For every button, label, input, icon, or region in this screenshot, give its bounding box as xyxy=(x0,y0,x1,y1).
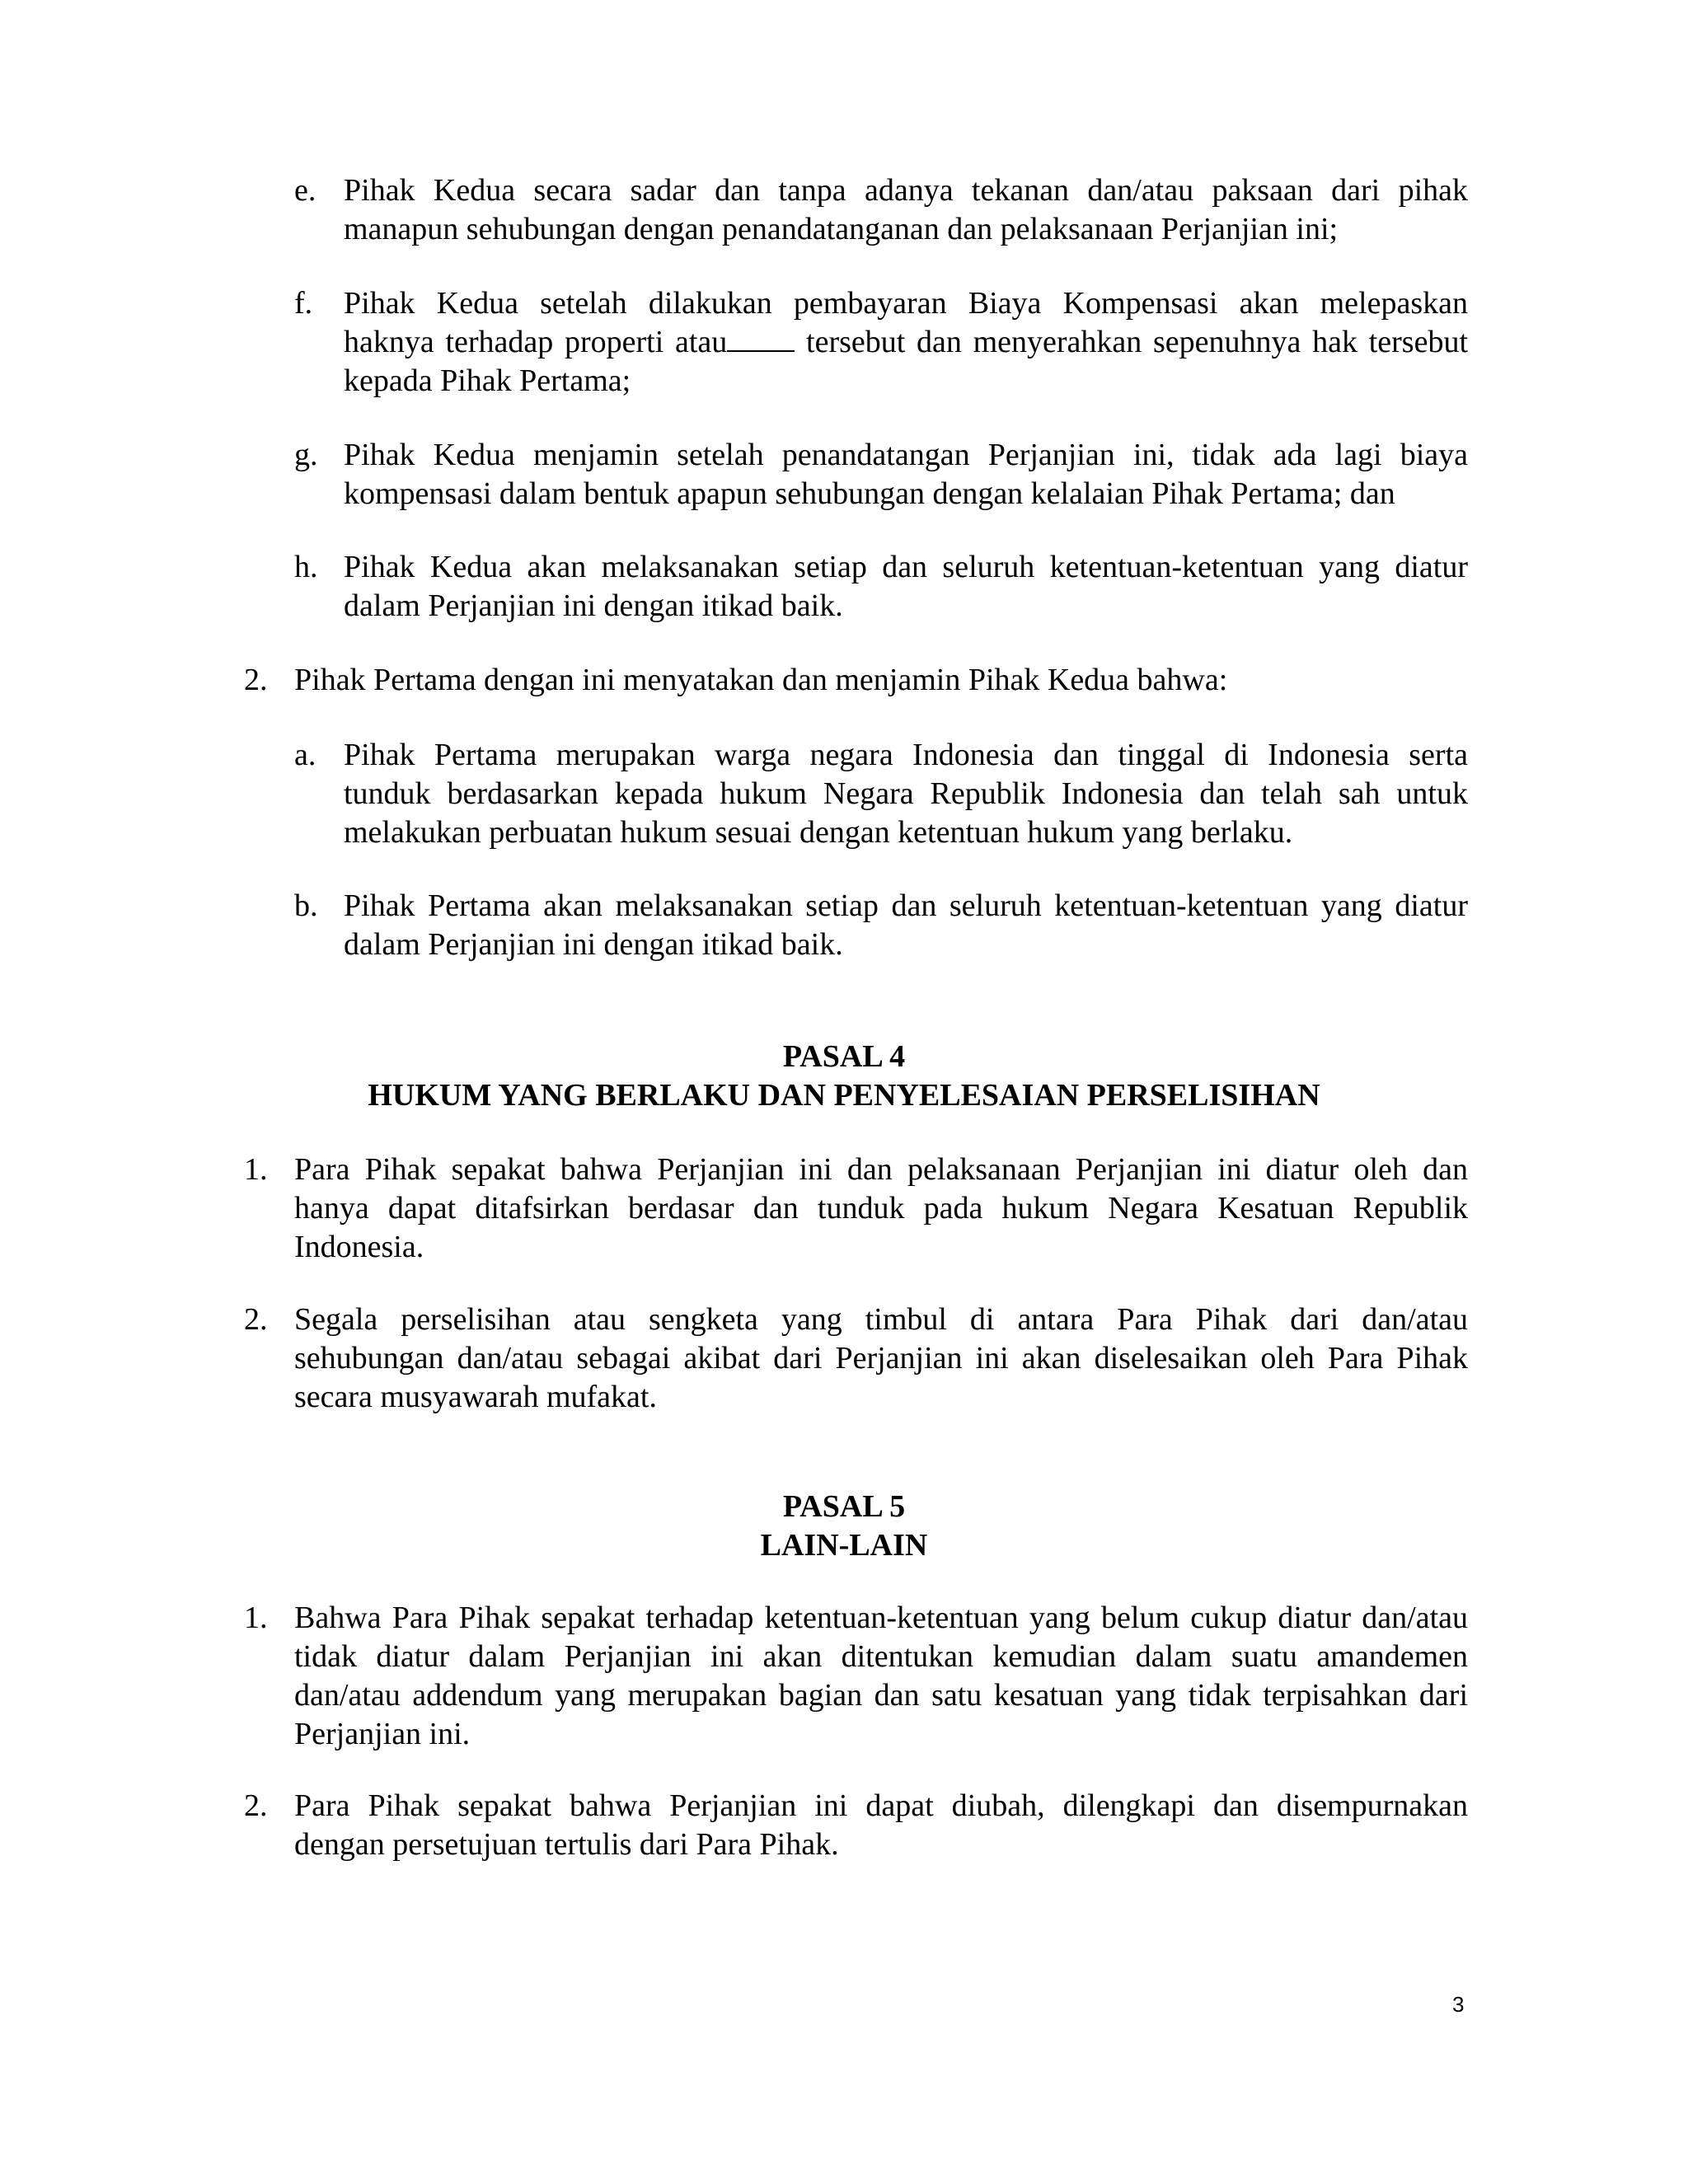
pasal-5-item-2-line-1: Para Pihak sepakat bahwa Perjanjian ini dapat diubah, dilengkapi dan disempurnakan xyxy=(294,1788,1468,1823)
list-item-h xyxy=(344,548,1468,626)
list-marker-g: g. xyxy=(294,438,318,472)
list-marker-h: h. xyxy=(294,550,318,584)
list-item-a xyxy=(344,736,1468,852)
list-item-e-line-2: manapun sehubungan dengan penandatanganan dan pelaksanaan Perjanjian ini; xyxy=(344,212,1339,246)
list-item-f-line-2 xyxy=(344,323,1468,362)
list-item-f-line-1: Pihak Kedua setelah dilakukan pembayaran Biaya Kompensasi akan melepaskan xyxy=(344,286,1468,321)
list-marker-f: f. xyxy=(294,286,313,321)
list-item-h-line-2: dalam Perjanjian ini dengan itikad baik. xyxy=(344,588,843,623)
pasal-4-item-2 xyxy=(294,1301,1468,1417)
list-item-f-line-3: kepada Pihak Pertama; xyxy=(344,363,631,398)
list-item-h-line-1: Pihak Kedua akan melaksanakan setiap dan seluruh ketentuan-ketentuan yang diatur xyxy=(344,550,1468,584)
list-item-f-line-2-after: tersebut dan menyerahkan sepenuhnya hak tersebut xyxy=(795,325,1468,359)
pasal-5-subtitle: LAIN-LAIN xyxy=(760,1528,928,1563)
pasal-4-item-1-line-2: hanya dapat ditafsirkan berdasar dan tunduk pada hukum Negara Kesatuan Republik xyxy=(294,1191,1468,1226)
pasal-4-item-2-line-1: Segala perselisihan atau sengketa yang timbul di antara Para Pihak dari dan/atau xyxy=(294,1302,1468,1337)
list-item-g-line-1: Pihak Kedua menjamin setelah penandatangan Perjanjian ini, tidak ada lagi biaya xyxy=(344,438,1468,472)
pasal-5-item-1-line-4: Perjanjian ini. xyxy=(294,1717,471,1751)
fill-in-blank xyxy=(727,326,795,352)
pasal-4-item-1-line-1: Para Pihak sepakat bahwa Perjanjian ini dan pelaksanaan Perjanjian ini diatur oleh dan xyxy=(294,1152,1468,1187)
pasal-4-item-1 xyxy=(294,1151,1468,1267)
list-item-e xyxy=(344,171,1468,249)
pasal-5-item-1-line-2: tidak diatur dalam Perjanjian ini akan ditentukan kemudian dalam suatu amandemen xyxy=(294,1639,1468,1674)
pasal-5-item-1 xyxy=(294,1599,1468,1754)
pasal-5-item-2 xyxy=(294,1787,1468,1864)
pasal-4-title: PASAL 4 xyxy=(782,1039,906,1074)
list-item-2: Pihak Pertama dengan ini menyatakan dan menjamin Pihak Kedua bahwa: xyxy=(294,663,1228,697)
pasal-5-item-1-line-3: dan/atau addendum yang merupakan bagian dan satu kesatuan yang tidak terpisahkan dari xyxy=(294,1678,1468,1713)
pasal-4-marker-2: 2. xyxy=(244,1302,268,1337)
list-item-a-line-3: melakukan perbuatan hukum sesuai dengan ketentuan hukum yang berlaku. xyxy=(344,815,1293,850)
pasal-5-item-2-line-2: dengan persetujuan tertulis dari Para Pihak. xyxy=(294,1827,839,1862)
list-item-g xyxy=(344,436,1468,513)
pasal-4-subtitle: HUKUM YANG BERLAKU DAN PENYELESAIAN PERSELISIHAN xyxy=(368,1078,1320,1113)
list-marker-e: e. xyxy=(294,173,316,208)
pasal-4-item-2-line-2: sehubungan dan/atau sebagai akibat dari Perjanjian ini akan diselesaikan oleh Para Pihak xyxy=(294,1341,1468,1376)
pasal-5-marker-1: 1. xyxy=(244,1601,268,1635)
list-item-a-line-2: tunduk berdasarkan kepada hukum Negara Republik Indonesia dan telah sah untuk xyxy=(344,776,1468,811)
list-item-f-line-2-before: haknya terhadap properti atau xyxy=(344,325,728,359)
pasal-4-item-2-line-3: secara musyawarah mufakat. xyxy=(294,1380,657,1414)
list-marker-b: b. xyxy=(294,888,318,923)
pasal-5-marker-2: 2. xyxy=(244,1788,268,1823)
list-item-b xyxy=(344,887,1468,964)
pasal-5-item-1-line-1: Bahwa Para Pihak sepakat terhadap ketentuan-ketentuan yang belum cukup diatur dan/atau xyxy=(294,1601,1468,1635)
pasal-4-item-1-line-3: Indonesia. xyxy=(294,1230,424,1264)
list-item-f xyxy=(344,284,1468,401)
list-item-e-line-1: Pihak Kedua secara sadar dan tanpa adanya tekanan dan/atau paksaan dari pihak xyxy=(344,173,1468,208)
list-item-g-line-2: kompensasi dalam bentuk apapun sehubungan dengan kelalaian Pihak Pertama; dan xyxy=(344,476,1395,511)
page-number: 3 xyxy=(1452,1992,1465,2017)
pasal-4-marker-1: 1. xyxy=(244,1152,268,1187)
list-item-b-line-1: Pihak Pertama akan melaksanakan setiap dan seluruh ketentuan-ketentuan yang diatur xyxy=(344,888,1468,923)
list-marker-a: a. xyxy=(294,738,316,772)
list-item-a-line-1: Pihak Pertama merupakan warga negara Indonesia dan tinggal di Indonesia serta xyxy=(344,738,1468,772)
pasal-5-title: PASAL 5 xyxy=(782,1489,906,1524)
list-marker-2: 2. xyxy=(244,663,268,697)
list-item-b-line-2: dalam Perjanjian ini dengan itikad baik. xyxy=(344,927,843,962)
